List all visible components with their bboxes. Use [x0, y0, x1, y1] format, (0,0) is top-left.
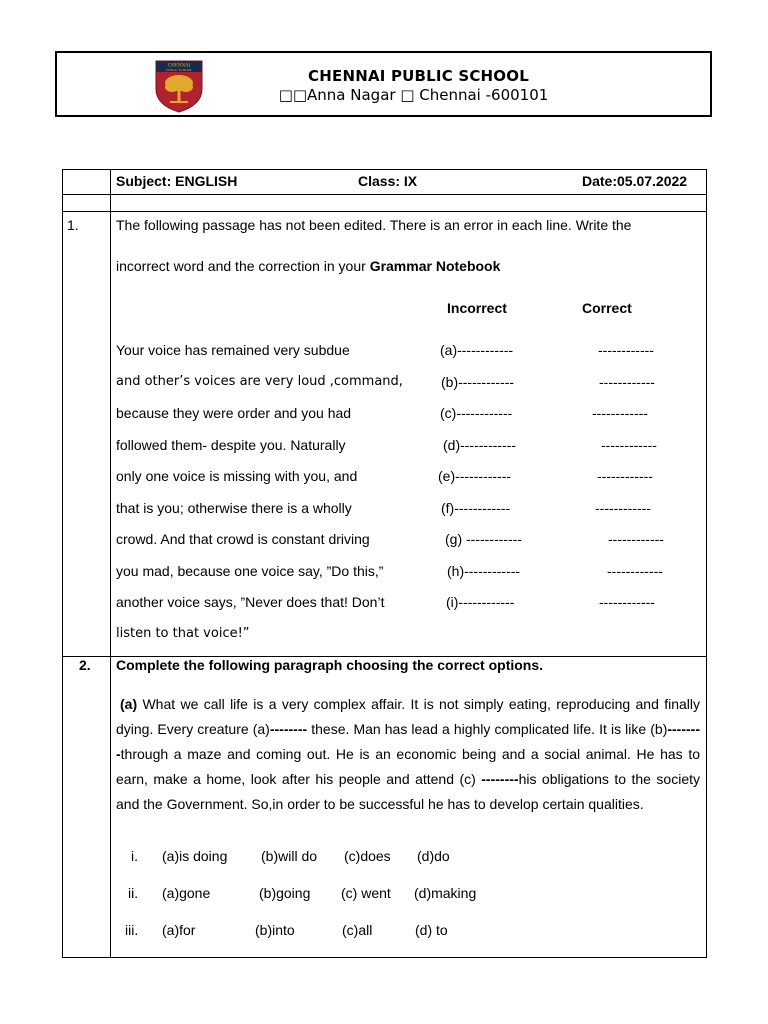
q2-paragraph: (a) What we call life is a very complex affair. It is not simply eating, reproducing and finally dying. Every creature (a)-------- these. Man has lead a highly complicated life. It is like (b)--------through a maze and coming out. He is an economic being and a social animal. He has to earn, make a home, look after his people and attend (c) --------his obligations to the society and the Government. So,in order to be successful he has to develop certain qualities. — [116, 696, 700, 812]
question-number: 2. — [79, 657, 91, 673]
option-c: (c)does — [344, 848, 391, 864]
option-c: (c) went — [341, 885, 391, 901]
incorrect-blank: (a)------------ — [440, 342, 514, 358]
correct-blank: ------------ — [595, 500, 651, 516]
incorrect-blank: (d)------------ — [443, 437, 517, 453]
logo-text-top: CHENNAI — [167, 63, 191, 69]
passage-line: another voice says, ”Never does that! Don’t — [116, 594, 385, 610]
school-header — [55, 51, 712, 117]
question-number: 1. — [67, 217, 79, 233]
option-b: (b)will do — [261, 848, 318, 864]
option-a: (a)is doing — [162, 848, 228, 864]
passage-line: Your voice has remained very subdue — [116, 342, 350, 358]
option-a: (a)for — [162, 922, 196, 938]
correct-blank: ------------ — [601, 437, 657, 453]
option-number: iii. — [125, 922, 139, 938]
school-address: □□Anna Nagar □ Chennai -600101 — [278, 86, 549, 104]
incorrect-blank: (c)------------ — [440, 405, 513, 421]
option-number: ii. — [128, 885, 139, 901]
incorrect-blank: (e)------------ — [438, 468, 512, 484]
class-label: Class: IX — [358, 173, 418, 189]
incorrect-blank: (h)------------ — [447, 563, 521, 579]
correct-blank: ------------ — [599, 374, 655, 390]
blank-c: -------- — [481, 771, 519, 787]
date-label: Date:05.07.2022 — [582, 173, 688, 189]
passage-line: and other’s voices are very loud ,command, — [116, 374, 403, 389]
subject-label: Subject: ENGLISH — [116, 173, 238, 189]
q1-instruction-line1: The following passage has not been edited. There is an error in each line. Write the — [116, 217, 632, 233]
passage-line: crowd. And that crowd is constant driving — [116, 531, 370, 547]
incorrect-blank: (g) ------------ — [445, 531, 522, 547]
part-label: (a) — [120, 696, 138, 712]
row-divider — [63, 211, 706, 212]
incorrect-blank: (f)------------ — [441, 500, 511, 516]
row-divider — [63, 194, 706, 195]
correct-blank: ------------ — [592, 405, 648, 421]
passage-line: listen to that voice!” — [116, 626, 250, 641]
option-d: (d)do — [417, 848, 450, 864]
column-divider — [110, 170, 111, 957]
school-name: CHENNAI PUBLIC SCHOOL — [308, 67, 529, 85]
blank-b: -------- — [116, 721, 700, 762]
correct-blank: ------------ — [608, 531, 664, 547]
incorrect-header: Incorrect — [447, 300, 507, 316]
option-d: (d) to — [415, 922, 448, 938]
grammar-notebook-label: Grammar Notebook — [369, 258, 501, 274]
correct-blank: ------------ — [607, 563, 663, 579]
passage-line: because they were order and you had — [116, 405, 352, 421]
passage-line: you mad, because one voice say, ”Do this,” — [116, 563, 384, 579]
passage-line: followed them- despite you. Naturally — [116, 437, 346, 453]
logo-text-bottom: PUBLIC SCHOOL — [165, 68, 193, 72]
q1-instruction-line2: incorrect word and the correction in your Grammar Notebook — [116, 258, 501, 274]
q2-title: Complete the following paragraph choosing the correct options. — [116, 657, 544, 673]
option-c: (c)all — [342, 922, 373, 938]
blank-a: -------- — [269, 721, 308, 737]
incorrect-blank: (i)------------ — [446, 594, 515, 610]
option-a: (a)gone — [162, 885, 211, 901]
correct-blank: ------------ — [598, 342, 654, 358]
option-number: i. — [131, 848, 138, 864]
correct-blank: ------------ — [599, 594, 655, 610]
incorrect-blank: (b)------------ — [441, 374, 515, 390]
option-b: (b)into — [255, 922, 295, 938]
correct-blank: ------------ — [597, 468, 653, 484]
option-d: (d)making — [414, 885, 477, 901]
passage-line: only one voice is missing with you, and — [116, 468, 358, 484]
correct-header: Correct — [582, 300, 632, 316]
option-b: (b)going — [259, 885, 311, 901]
passage-line: that is you; otherwise there is a wholly — [116, 500, 352, 516]
